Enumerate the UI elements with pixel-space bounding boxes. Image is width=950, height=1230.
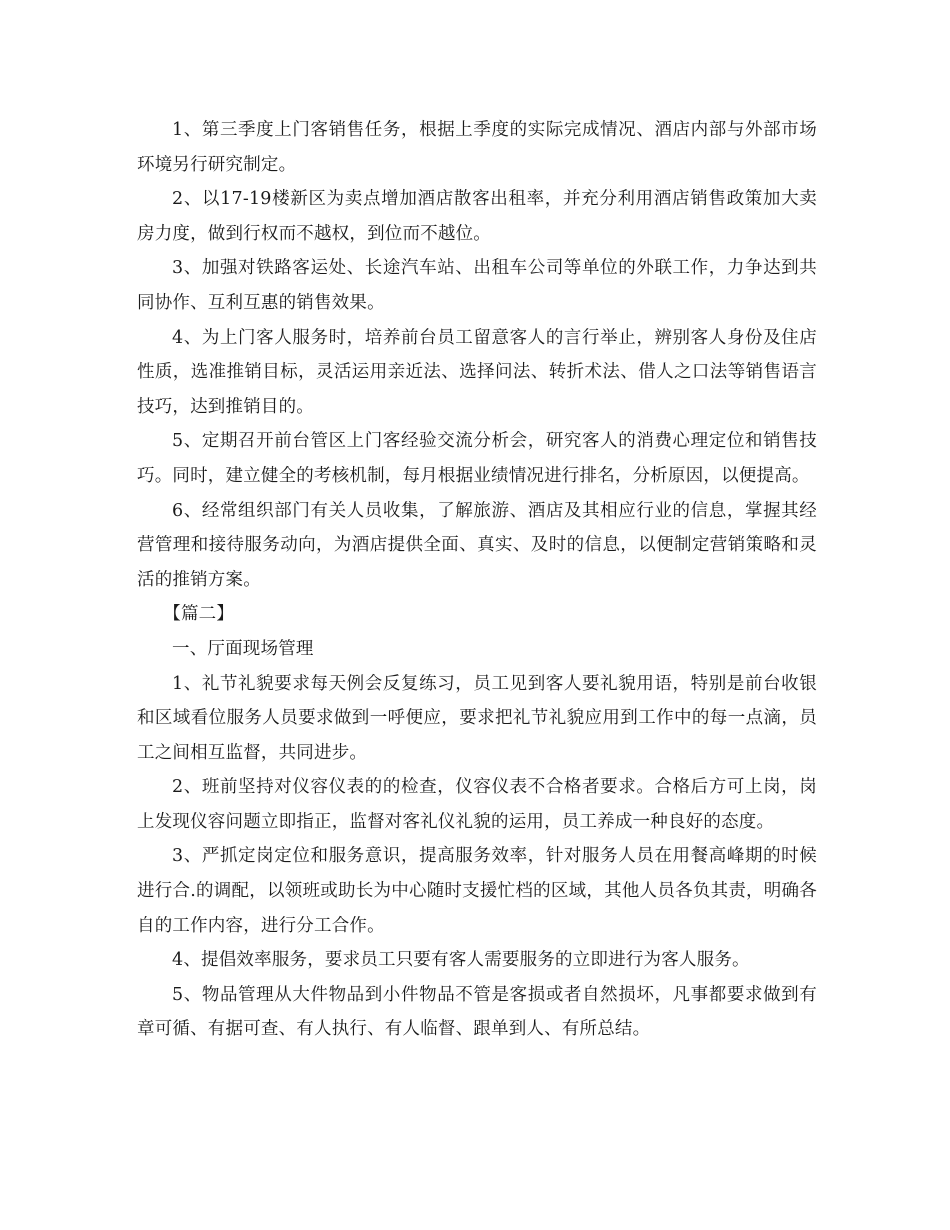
paragraph-item-4: 4、为上门客人服务时，培养前台员工留意客人的言行举止，辨别客人身份及住店性质，选准推销目标，灵活运用亲近法、选择问法、转折术法、借人之口法等销售语言技巧，达到推销目的。 xyxy=(137,327,817,417)
paragraph-item-9: 3、严抓定岗定位和服务意识，提高服务效率，针对服务人员在用餐高峰期的时候进行合.的调配，以领班或助长为中心随时支援忙档的区域，其他人员各负其责，明确各自的工作内容，进行分工合作。 xyxy=(137,846,817,936)
paragraph-item-8: 2、班前坚持对仪容仪表的的检查，仪容仪表不合格者要求。合格后方可上岗，岗上发现仪容问题立即指正，监督对客礼仪礼貌的运用，员工养成一种良好的态度。 xyxy=(137,777,817,832)
paragraph-item-7: 1、礼节礼貌要求每天例会反复练习，员工见到客人要礼貌用语，特别是前台收银和区域看位服务人员要求做到一呼便应，要求把礼节礼貌应用到工作中的每一点滴，员工之间相互监督，共同进步。 xyxy=(137,673,817,763)
section-label: 【篇二】 xyxy=(163,604,235,625)
paragraph-item-10: 4、提倡效率服务，要求员工只要有客人需要服务的立即进行为客人服务。 xyxy=(172,950,750,971)
paragraph-item-2: 2、以17-19楼新区为卖点增加酒店散客出租率，并充分利用酒店销售政策加大卖房力度，做到行权而不越权，到位而不越位。 xyxy=(137,189,817,244)
section-heading: 一、厅面现场管理 xyxy=(172,638,314,659)
document-body xyxy=(137,113,817,1047)
paragraph-item-3: 3、加强对铁路客运处、长途汽车站、出租车公司等单位的外联工作，力争达到共同协作、互利互惠的销售效果。 xyxy=(137,258,817,313)
paragraph-item-6: 6、经常组织部门有关人员收集，了解旅游、酒店及其相应行业的信息，掌握其经营管理和接待服务动向，为酒店提供全面、真实、及时的信息，以便制定营销策略和灵活的推销方案。 xyxy=(137,500,817,590)
paragraph-item-5: 5、定期召开前台管区上门客经验交流分析会，研究客人的消费心理定位和销售技巧。同时，建立健全的考核机制，每月根据业绩情况进行排名，分析原因，以便提高。 xyxy=(137,431,817,486)
paragraph-item-11: 5、物品管理从大件物品到小件物品不管是客损或者自然损坏，凡事都要求做到有章可循、有据可查、有人执行、有人临督、跟单到人、有所总结。 xyxy=(137,984,817,1040)
paragraph-item-1: 1、第三季度上门客销售任务，根据上季度的实际完成情况、酒店内部与外部市场环境另行研究制定。 xyxy=(137,120,817,175)
